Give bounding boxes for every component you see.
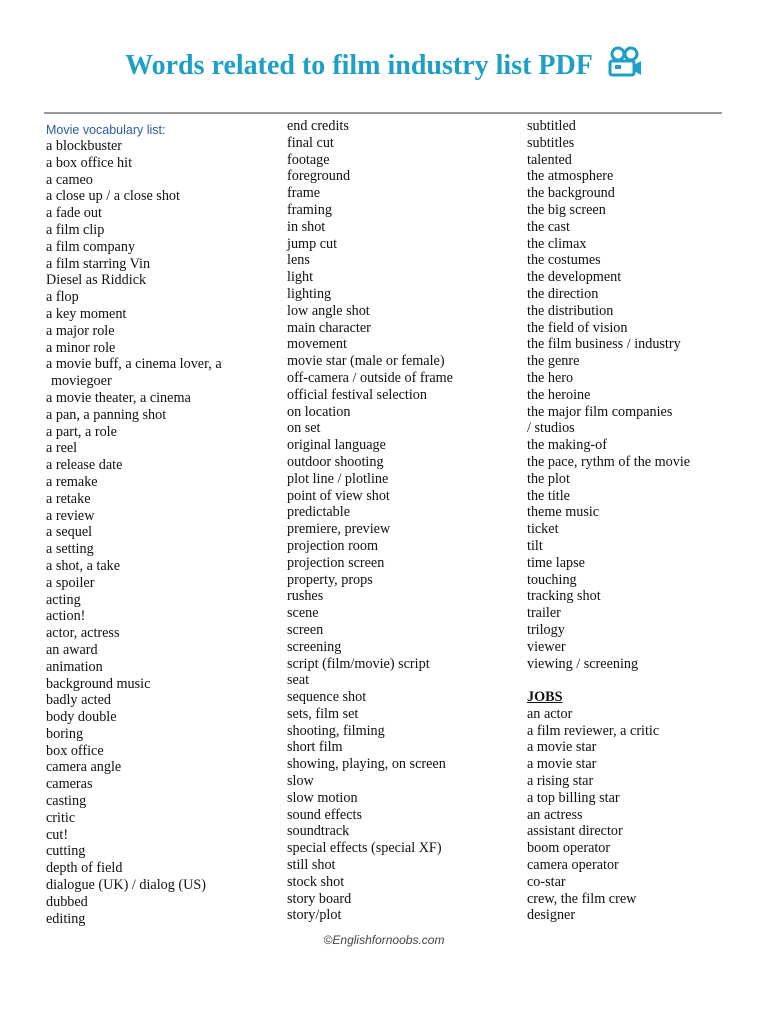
list-item: assistant director (527, 823, 623, 840)
list-item: a flop (46, 289, 79, 306)
list-item: the heroine (527, 386, 591, 403)
list-item: boom operator (527, 840, 611, 857)
list-item: trailer (527, 605, 561, 622)
list-item: a blockbuster (46, 138, 123, 154)
list-item: the climax (527, 235, 587, 252)
list-item: Diesel as Riddick (46, 272, 147, 289)
list-item: a key moment (46, 305, 127, 322)
list-item: boring (46, 725, 84, 742)
list-item: subtitles (527, 134, 575, 151)
list-item: official festival selection (287, 386, 427, 403)
list-item: stock shot (287, 873, 345, 890)
list-item: the cast (527, 218, 570, 235)
list-item: animation (46, 658, 103, 675)
list-item: the development (527, 269, 622, 286)
list-item: critic (46, 809, 76, 826)
list-item: dialogue (UK) / dialog (US) (46, 877, 206, 894)
list-item: camera operator (527, 857, 619, 874)
jobs-list (527, 706, 763, 924)
movie-camera-icon (607, 46, 643, 88)
list-item: time lapse (527, 554, 585, 571)
list-item: a retake (46, 490, 91, 507)
list-item: subtitled (527, 118, 576, 134)
list-item: a shot, a take (46, 557, 121, 574)
list-item: seat (287, 672, 310, 689)
list-item: movie star (male or female) (287, 353, 445, 370)
list-item: a pan, a panning shot (46, 406, 167, 423)
vocabulary-list-continued-2 (527, 118, 763, 672)
list-item: light (287, 269, 314, 286)
list-item: box office (46, 742, 104, 759)
list-item: trilogy (527, 621, 565, 638)
list-item: the film business / industry (527, 336, 681, 353)
list-item: a box office hit (46, 154, 133, 171)
list-item: sets, film set (287, 705, 359, 722)
list-item: outdoor shooting (287, 453, 384, 470)
list-item: main character (287, 319, 371, 336)
list-item: co-star (527, 873, 566, 890)
list-item: original language (287, 437, 386, 454)
list-item: jump cut (287, 235, 338, 252)
list-item: point of view shot (287, 487, 390, 504)
section-gap (527, 672, 763, 689)
list-item: a reel (46, 440, 78, 457)
list-item: still shot (287, 857, 336, 874)
list-item: viewing / screening (527, 655, 639, 672)
list-item: plot line / plotline (287, 470, 389, 487)
list-item: a film starring Vin (46, 255, 151, 272)
list-item: tilt (527, 537, 543, 554)
list-item: a part, a role (46, 423, 117, 440)
list-item: tracking shot (527, 588, 601, 605)
list-item: camera angle (46, 759, 122, 776)
list-item: touching (527, 571, 577, 588)
list-item: story board (287, 890, 352, 907)
list-item: the big screen (527, 201, 606, 218)
list-item: script (film/movie) script (287, 655, 430, 672)
list-item: a film clip (46, 221, 105, 238)
list-item: screen (287, 621, 324, 638)
list-item: screening (287, 638, 342, 655)
list-item: sound effects (287, 806, 362, 823)
list-item: rushes (287, 588, 324, 605)
list-item: projection screen (287, 554, 385, 571)
list-item: a film reviewer, a critic (527, 722, 660, 739)
list-item: ticket (527, 521, 559, 538)
column-2 (287, 118, 517, 924)
list-item: action! (46, 608, 86, 625)
list-item: sequence shot (287, 689, 367, 706)
list-item: movement (287, 336, 347, 353)
list-item: an actor (527, 705, 573, 722)
list-item: slow (287, 773, 314, 790)
vocabulary-list-continued (287, 118, 517, 924)
list-item: projection room (287, 537, 379, 554)
list-item: moviegoer (51, 373, 112, 390)
list-item: the direction (527, 285, 599, 302)
list-item: a movie theater, a cinema (46, 389, 191, 406)
list-item: final cut (287, 134, 334, 151)
list-item: foreground (287, 168, 351, 185)
list-item: talented (527, 151, 572, 168)
list-item: cut! (46, 826, 69, 843)
list-item: a film company (46, 238, 136, 255)
list-item: the plot (527, 470, 570, 487)
list-item: a rising star (527, 773, 594, 790)
list-item: acting (46, 591, 81, 608)
list-item: a minor role (46, 339, 116, 356)
list-item: a spoiler (46, 574, 95, 591)
list-item: actor, actress (46, 625, 120, 642)
list-item: story/plot (287, 907, 342, 924)
list-item: an award (46, 641, 98, 658)
jobs-heading: JOBS (527, 689, 563, 706)
list-item: casting (46, 793, 87, 810)
list-item: framing (287, 201, 332, 218)
list-item: badly acted (46, 692, 111, 709)
list-item: depth of field (46, 860, 123, 877)
title-text: Words related to film industry list PDF (125, 50, 592, 81)
list-item: cameras (46, 776, 93, 793)
movie-vocabulary-list (46, 138, 278, 927)
list-item: the hero (527, 369, 574, 386)
list-item: theme music (527, 504, 600, 521)
list-item: predictable (287, 504, 351, 521)
list-item: the genre (527, 353, 580, 370)
list-item: a setting (46, 541, 94, 558)
list-item: a movie star (527, 739, 597, 756)
list-item: / studios (527, 420, 575, 437)
list-item: body double (46, 709, 117, 726)
list-item: editing (46, 910, 86, 927)
list-item: a close up / a close shot (46, 188, 180, 205)
list-item: a review (46, 507, 95, 524)
list-item: special effects (special XF) (287, 840, 442, 857)
list-item: scene (287, 605, 319, 622)
page-title (0, 46, 768, 88)
list-item: off-camera / outside of frame (287, 369, 453, 386)
list-item: in shot (287, 218, 326, 235)
list-item: the title (527, 487, 570, 504)
list-item: background music (46, 675, 151, 692)
list-item: short film (287, 739, 343, 756)
list-item: property, props (287, 571, 373, 588)
list-item: frame (287, 185, 321, 202)
list-item: the atmosphere (527, 168, 614, 185)
column-3 (527, 118, 763, 924)
movie-vocabulary-heading: Movie vocabulary list: (46, 123, 166, 137)
list-item: a movie star (527, 756, 597, 773)
list-item: the background (527, 185, 615, 202)
list-item: the pace, rythm of the movie (527, 453, 691, 470)
list-item: an actress (527, 806, 583, 823)
list-item: a top billing star (527, 789, 620, 806)
list-item: premiere, preview (287, 521, 391, 538)
list-item: the costumes (527, 252, 601, 269)
list-item: the field of vision (527, 319, 628, 336)
list-item: shooting, filming (287, 722, 385, 739)
list-item: lighting (287, 285, 332, 302)
column-1 (46, 118, 278, 927)
list-item: a remake (46, 473, 98, 490)
list-item: designer (527, 907, 576, 924)
copyright-footer: ©Englishfornoobs.com (323, 933, 445, 947)
list-item: a sequel (46, 524, 93, 541)
list-item: showing, playing, on screen (287, 756, 446, 773)
list-item: the distribution (527, 302, 614, 319)
list-item: a cameo (46, 171, 93, 188)
list-item: on set (287, 420, 321, 437)
list-item: viewer (527, 638, 566, 655)
list-item: on location (287, 403, 351, 420)
list-item: the making-of (527, 437, 607, 454)
list-item: dubbed (46, 893, 88, 910)
list-item: crew, the film crew (527, 890, 637, 907)
list-item: a fade out (46, 205, 102, 222)
list-item: lens (287, 252, 310, 269)
header-divider (44, 112, 722, 114)
list-item: a major role (46, 322, 115, 339)
list-item: low angle shot (287, 302, 370, 319)
list-item: cutting (46, 843, 86, 860)
list-item: a release date (46, 457, 123, 474)
list-item: soundtrack (287, 823, 350, 840)
list-item: end credits (287, 118, 349, 134)
list-item: a movie buff, a cinema lover, a (46, 356, 222, 373)
list-item: slow motion (287, 789, 358, 806)
list-item: the major film companies (527, 403, 673, 420)
list-item: footage (287, 151, 330, 168)
